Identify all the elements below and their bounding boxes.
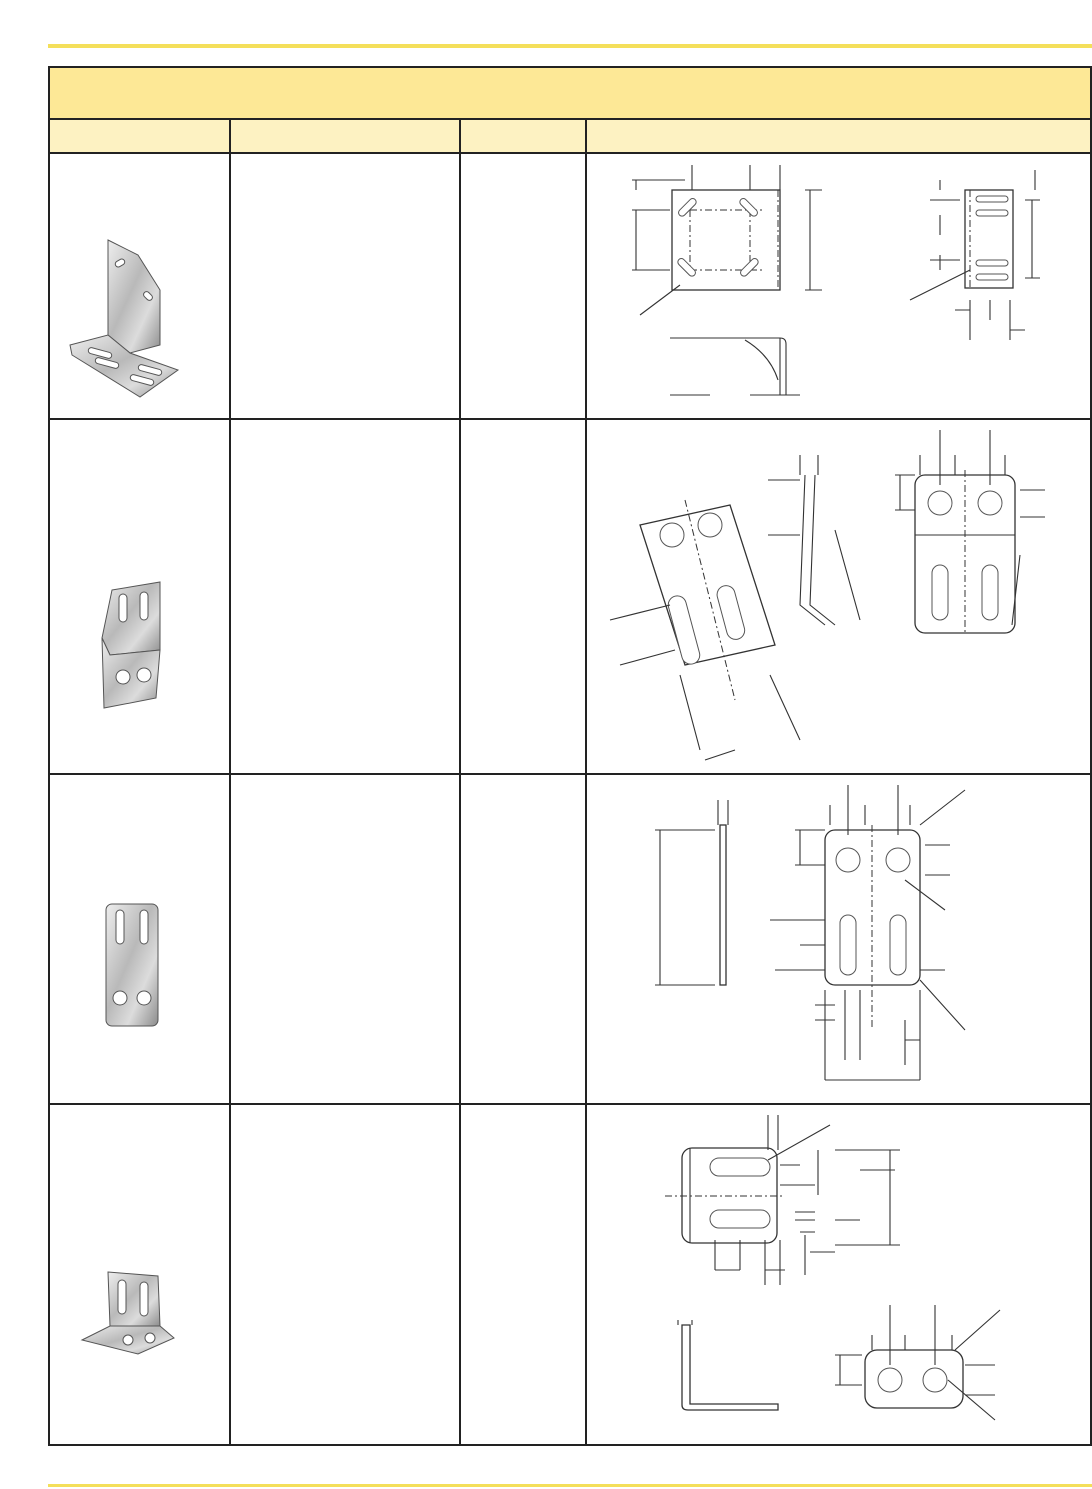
- row-divider: [50, 1103, 1090, 1105]
- column-divider: [459, 120, 461, 1444]
- bottom-accent-rule: [48, 1484, 1092, 1487]
- bracket-3-drawing: [600, 780, 1080, 1090]
- bracket-1-drawing: [600, 160, 1080, 410]
- bracket-photo-2: [92, 580, 172, 710]
- bracket-photo-1: [60, 235, 190, 405]
- top-accent-rule: [48, 44, 1092, 48]
- table-header-row: [50, 120, 1090, 154]
- bracket-photo-3: [102, 900, 162, 1030]
- bracket-4-drawing: [600, 1110, 1080, 1440]
- row-divider: [50, 418, 1090, 420]
- column-divider: [229, 120, 231, 1444]
- table-title-band: [50, 68, 1090, 120]
- bracket-2-drawing: [600, 425, 1080, 765]
- column-divider: [585, 120, 587, 1444]
- bracket-photo-4: [78, 1268, 178, 1363]
- row-divider: [50, 773, 1090, 775]
